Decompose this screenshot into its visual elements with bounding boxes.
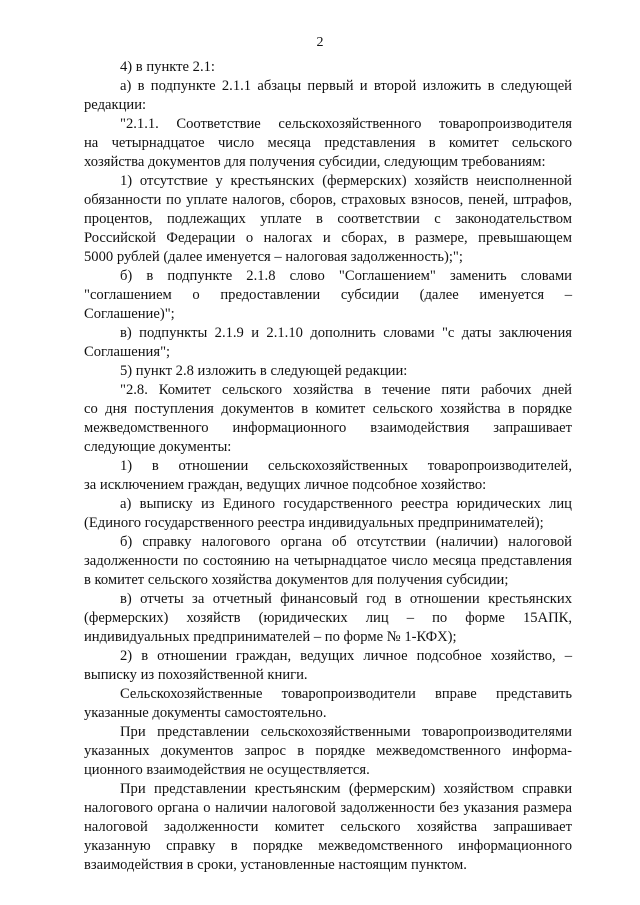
text-line: 2) в отношении граждан, ведущих личное подсобное хозяйство, – <box>120 648 572 664</box>
text-line: а) в подпункте 2.1.1 абзацы первый и второй изложить в следующей <box>120 78 572 94</box>
text-line: указанные документы самостоятельно. <box>84 705 327 721</box>
text-line: обязанности по уплате налогов, сборов, страховых взносов, пеней, штрафов, <box>84 192 572 208</box>
text-line: взаимодействия в сроки, установленные настоящим пунктом. <box>84 857 467 873</box>
text-line: 5000 рублей (далее именуется – налоговая задолженность);"; <box>84 249 463 265</box>
text-line: При представлении сельскохозяйственными товаропроизводителями <box>120 724 572 740</box>
text-line: а) выписку из Единого государственного реестра юридических лиц <box>120 496 572 512</box>
text-line: налогового органа о наличии налоговой задолженности без указания размера <box>84 800 572 816</box>
text-line: При представлении крестьянским (фермерским) хозяйством справки <box>120 781 572 797</box>
text-line: (Единого государственного реестра индивидуальных предпринимателей); <box>84 515 544 531</box>
text-line: на четырнадцатое число месяца представления в комитет сельского <box>84 135 572 151</box>
text-line: следующие документы: <box>84 439 232 455</box>
text-line: Сельскохозяйственные товаропроизводители вправе представить <box>120 686 572 702</box>
text-line: индивидуальных предпринимателей – по форме № 1-КФХ); <box>84 629 457 645</box>
text-line: 5) пункт 2.8 изложить в следующей редакции: <box>120 363 408 379</box>
text-line: "2.8. Комитет сельского хозяйства в течение пяти рабочих дней <box>120 382 572 398</box>
text-line: Соглашения"; <box>84 344 171 360</box>
text-line: (фермерских) хозяйств (юридических лиц – по форме 15АПК, <box>84 610 572 626</box>
text-line: б) справку налогового органа об отсутствии (наличии) налоговой <box>120 534 572 550</box>
text-line: указанную справку в порядке межведомственного информационного <box>84 838 572 854</box>
text-line: указанных документов запрос в порядке межведомственного информа- <box>84 743 572 759</box>
text-line: за исключением граждан, ведущих личное подсобное хозяйство: <box>84 477 487 493</box>
text-line: задолженности по состоянию на четырнадцатое число месяца представления <box>84 553 572 569</box>
text-line: "2.1.1. Соответствие сельскохозяйственного товаропроизводителя <box>120 116 572 132</box>
text-line: выписку из похозяйственной книги. <box>84 667 308 683</box>
text-line: редакции: <box>84 97 147 113</box>
text-line: налоговой задолженности комитет сельского хозяйства запрашивает <box>84 819 572 835</box>
text-line: процентов, подлежащих уплате в соответствии с законодательством <box>84 211 572 227</box>
text-line: в комитет сельского хозяйства документов для получения субсидии; <box>84 572 509 588</box>
text-line: межведомственного информационного взаимодействия запрашивает <box>84 420 572 436</box>
text-line: "соглашением о предоставлении субсидии (далее именуется – <box>84 287 572 303</box>
text-line: со дня поступления документов в комитет сельского хозяйства в порядке <box>84 401 572 417</box>
text-line: 1) в отношении сельскохозяйственных товаропроизводителей, <box>120 458 572 474</box>
text-line: ционного взаимодействия не осуществляется. <box>84 762 370 778</box>
text-line: б) в подпункте 2.1.8 слово "Соглашением" заменить словами <box>120 268 572 284</box>
text-line: Российской Федерации о налогах и сборах, в размере, превышающем <box>84 230 572 246</box>
text-line: 1) отсутствие у крестьянских (фермерских) хозяйств неисполненной <box>120 173 572 189</box>
text-line: 4) в пункте 2.1: <box>120 59 215 75</box>
text-line: в) отчеты за отчетный финансовый год в отношении крестьянских <box>120 591 572 607</box>
text-line: хозяйства документов для получения субсидии, следующим требованиям: <box>84 154 546 170</box>
text-line: Соглашение)"; <box>84 306 175 322</box>
page-number: 2 <box>316 35 324 50</box>
text-line: в) подпункты 2.1.9 и 2.1.10 дополнить словами "с даты заключения <box>120 325 572 341</box>
